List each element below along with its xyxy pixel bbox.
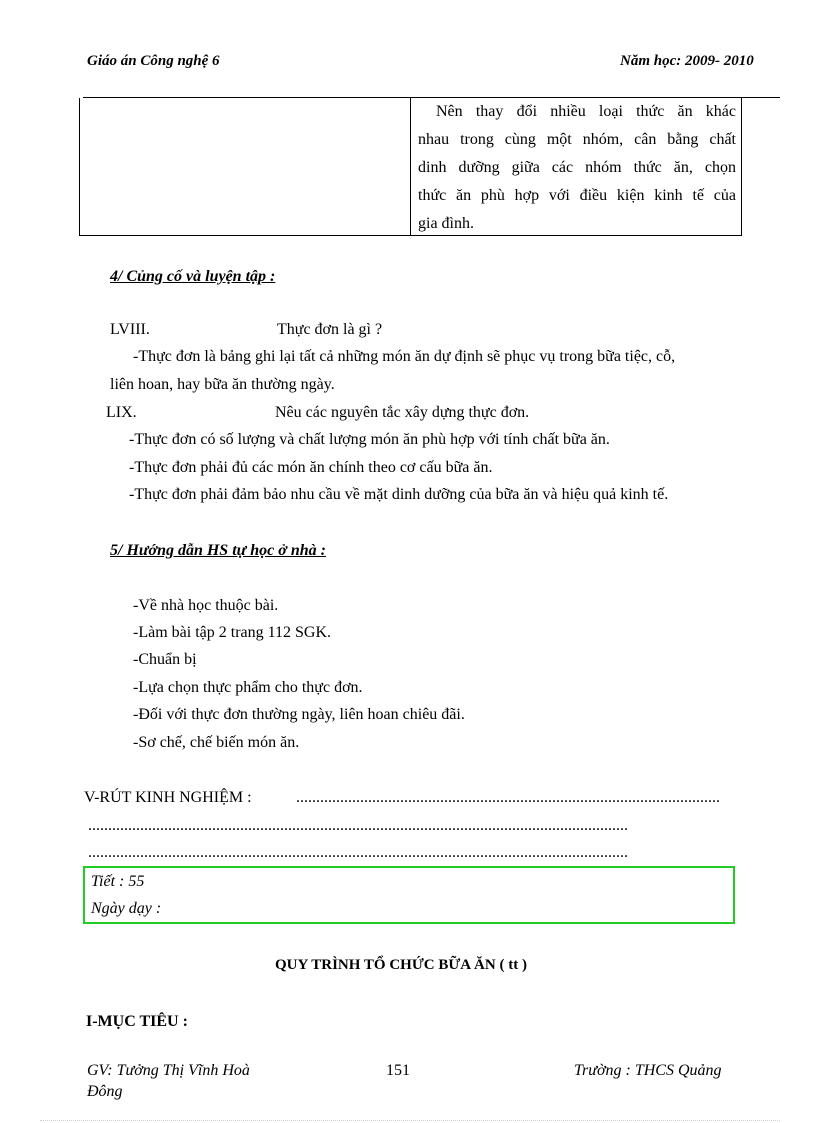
table-line: thức ăn phù hợp với điều kiện kinh tế của: [418, 187, 736, 204]
experience-dots-line-3: .......................................................................................................................................: [88, 844, 628, 861]
experience-label: V-RÚT KINH NGHIỆM :: [84, 789, 252, 806]
experience-dots-line-2: .......................................................................................................................................: [88, 817, 628, 834]
question-2-text: Nêu các nguyên tắc xây dựng thực đơn.: [275, 404, 530, 421]
footer-page-number: 151: [386, 1062, 410, 1079]
page-bottom-edge: [40, 1120, 780, 1121]
table-line: dinh dưỡng giữa các nhóm thức ăn, chọn: [418, 159, 736, 176]
section-4-heading: 4/ Củng cố và luyện tập :: [110, 268, 276, 285]
footer-school: Trường : THCS Quảng: [574, 1062, 722, 1079]
homework-item: -Về nhà học thuộc bài.: [133, 597, 279, 614]
homework-item: -Chuẩn bị: [133, 651, 197, 668]
header-subject: Giáo án Công nghệ 6: [87, 53, 220, 69]
homework-item: -Lựa chọn thực phẩm cho thực đơn.: [133, 679, 363, 696]
question-1-label: LVIII.: [110, 321, 150, 338]
homework-item: -Sơ chế, chế biến món ăn.: [133, 734, 300, 751]
footer-school-continued: Đông: [87, 1083, 123, 1100]
table-line: gia đình.: [418, 215, 474, 232]
answer-1-line-2: liên hoan, hay bữa ăn thường ngày.: [110, 376, 335, 393]
lesson-teaching-date: Ngày dạy :: [91, 900, 162, 917]
answer-2-item: -Thực đơn có số lượng và chất lượng món ăn phù hợp với tính chất bữa ăn.: [129, 431, 610, 448]
table-column-divider: [410, 98, 411, 235]
objectives-heading: I-MỤC TIÊU :: [86, 1013, 188, 1030]
answer-2-item: -Thực đơn phải đảm bảo nhu cầu về mặt dinh dưỡng của bữa ăn và hiệu quả kinh tế.: [129, 486, 669, 503]
lesson-title: QUY TRÌNH TỔ CHỨC BỮA ĂN ( tt ): [275, 957, 527, 973]
header-school-year: Năm học: 2009- 2010: [620, 53, 754, 69]
footer-teacher: GV: Tưởng Thị Vĩnh Hoà: [87, 1062, 250, 1079]
homework-item: -Làm bài tập 2 trang 112 SGK.: [133, 624, 332, 641]
section-5-heading: 5/ Hướng dẫn HS tự học ở nhà :: [110, 542, 326, 559]
experience-dots-line-1: ..........................................................................................................: [296, 789, 720, 806]
answer-2-item: -Thực đơn phải đủ các món ăn chính theo cơ cấu bữa ăn.: [129, 459, 493, 476]
table-line: nhau trong cùng một nhóm, cân bằng chất: [418, 131, 736, 148]
table-line: Nên thay đổi nhiều loại thức ăn khác: [436, 103, 736, 120]
question-2-label: LIX.: [106, 404, 137, 421]
content-table: [79, 98, 742, 236]
lesson-period: Tiết : 55: [91, 873, 145, 890]
homework-item: -Đối với thực đơn thường ngày, liên hoan chiêu đãi.: [133, 706, 465, 723]
lesson-info-box: [83, 866, 735, 924]
answer-1-line-1: -Thực đơn là bảng ghi lại tất cả những món ăn dự định sẽ phục vụ trong bữa tiệc, cỗ,: [133, 348, 676, 365]
table-cell-text: [418, 98, 736, 238]
question-1-text: Thực đơn là gì ?: [277, 321, 383, 338]
